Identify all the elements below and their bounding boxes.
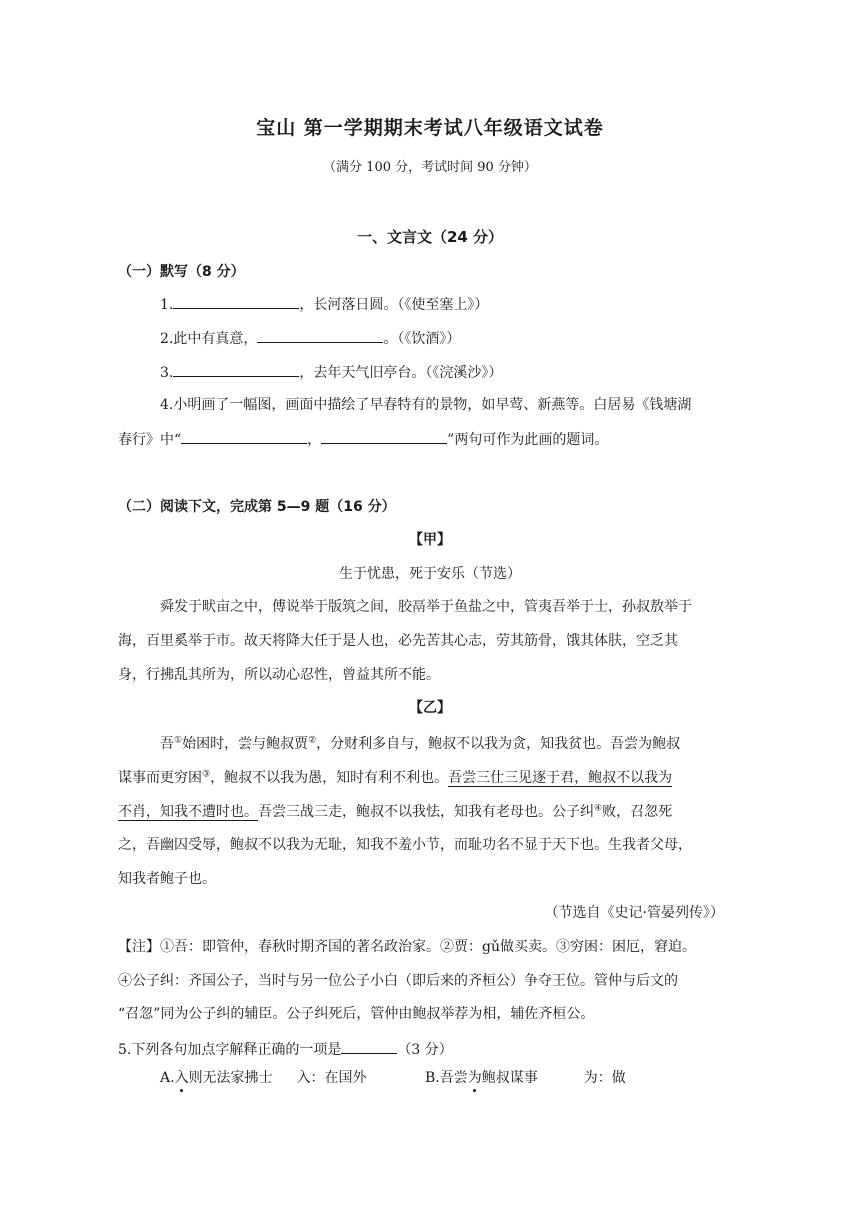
- q4-blank-1[interactable]: [181, 428, 307, 444]
- note-ref-1: ①: [174, 735, 183, 746]
- passage-source: （节选自《史记·管晏列传》）: [544, 905, 724, 921]
- q4-text-after: ”两句可作为此画的题词。: [447, 432, 609, 448]
- q2-blank[interactable]: [257, 327, 383, 343]
- q3-number: 3.: [160, 365, 174, 381]
- exam-title: 宝山 第一学期期末考试八年级语文试卷: [256, 117, 604, 139]
- question-5-stem: [118, 1038, 453, 1060]
- q5-option-b: [425, 1068, 626, 1088]
- yi-text: 吾尝三战三走，鲍叔不以我怯，知我有老母也。公子纠: [258, 804, 594, 820]
- option-b-sentence: 鲍叔谋事: [481, 1070, 538, 1086]
- q5-option-a: [160, 1068, 367, 1088]
- question-2: [160, 327, 460, 349]
- dotted-character: 为: [467, 1070, 482, 1086]
- q2-text-after: 。（《饮酒》）: [383, 331, 461, 347]
- notes-line-3: “召忽”同为公子纠的辅臣。公子纠死后，管仲由鲍叔举荐为相，辅佐齐桓公。: [118, 1006, 595, 1022]
- yi-text: ，分财利多自与，鲍叔不以我为贪，知我贫也。吾尝为鲍叔: [316, 736, 681, 752]
- q4-comma: ，: [307, 432, 322, 448]
- option-b-label: B.吾尝: [425, 1070, 468, 1086]
- passage-jia-title: 生于忧患，死于安乐（节选）: [339, 566, 521, 582]
- passage-yi-line-5: 知我者鲍子也。: [118, 871, 216, 887]
- q3-text: ，去年天气旧亭台。（《浣溪沙》）: [299, 365, 503, 381]
- q1-number: 1.: [160, 297, 174, 313]
- yi-text: 谋事而更穷困: [118, 770, 202, 786]
- passage-jia-label: 【甲】: [409, 532, 451, 548]
- q4-text-before: 春行》中“: [118, 432, 182, 448]
- q3-blank[interactable]: [173, 361, 299, 377]
- note-ref-4: ④: [594, 803, 603, 814]
- passage-yi-line-2: [118, 768, 672, 788]
- passage-jia-line-2: 海，百里奚举于市。故天将降大任于是人也，必先苦其心志，劳其筋骨，饿其体肤，空乏其: [118, 633, 678, 649]
- notes-line-1: 【注】①吾：即管仲，春秋时期齐国的著名政治家。②贾：gǔ做买卖。③穷困：困厄，窘迫。: [118, 939, 696, 955]
- yi-text: 始困时，尝与鲍叔贾: [182, 736, 309, 752]
- section-heading: 一、文言文（24 分）: [356, 228, 504, 246]
- dotted-character: 入: [174, 1070, 189, 1086]
- passage-jia-line-3: 身，行拂乱其所为，所以动心忍性，曾益其所不能。: [118, 667, 440, 683]
- q2-text-before: 2.此中有真意，: [160, 331, 258, 347]
- exam-subtitle: （满分 100 分，考试时间 90 分钟）: [323, 160, 537, 175]
- option-a-sentence: 则无法家拂士: [188, 1070, 273, 1086]
- underlined-sentence: 吾尝三仕三见逐于君，鲍叔不以我为: [448, 770, 673, 786]
- passage-yi-label: 【乙】: [409, 700, 451, 716]
- underlined-sentence: 不肖，知我不遭时也。: [118, 804, 258, 820]
- yi-text: ，鲍叔不以我为愚，知时有利不利也。: [210, 770, 449, 786]
- q1-text: ，长河落日圆。（《使至塞上》）: [299, 297, 489, 313]
- q4-blank-2[interactable]: [321, 428, 447, 444]
- part1-heading: （一）默写（8 分）: [118, 264, 245, 280]
- q1-blank[interactable]: [173, 293, 299, 309]
- passage-yi-line-3: [118, 802, 672, 822]
- question-4-line-1: 4.小明画了一幅图，画面中描绘了早春特有的景物，如早莺、新燕等。白居易《钱塘湖: [160, 397, 692, 413]
- q5-text: 5.下列各句加点字解释正确的一项是: [118, 1042, 342, 1058]
- part2-heading: （二）阅读下文，完成第 5—9 题（16 分）: [118, 499, 396, 515]
- passage-jia-line-1: 舜发于畎亩之中，傅说举于版筑之间，胶鬲举于鱼盐之中，管夷吾举于士，孙叔敖举于: [160, 599, 692, 615]
- note-ref-3: ③: [202, 769, 211, 780]
- notes-line-2: ④公子纠：齐国公子，当时与另一位公子小白（即后来的齐桓公）争夺王位。管仲与后文的: [118, 973, 678, 989]
- option-a-explanation: 入：在国外: [296, 1070, 367, 1086]
- option-a-label: A.: [160, 1070, 175, 1086]
- note-ref-2: ②: [308, 735, 317, 746]
- passage-yi-line-4: 之，吾幽囚受辱，鲍叔不以我为无耻，知我不羞小节，而耻功名不显于天下也。生我者父母，: [118, 837, 692, 853]
- option-b-explanation: 为：做: [583, 1070, 626, 1086]
- question-3: [160, 361, 502, 383]
- yi-text: 吾: [160, 736, 174, 752]
- q5-answer-blank[interactable]: [341, 1038, 397, 1054]
- q5-score: （3 分）: [397, 1042, 453, 1058]
- question-4-line-2: [118, 428, 608, 450]
- yi-text: 败，召忽死: [602, 804, 673, 820]
- passage-yi-line-1: [160, 734, 680, 754]
- question-1: [160, 293, 488, 315]
